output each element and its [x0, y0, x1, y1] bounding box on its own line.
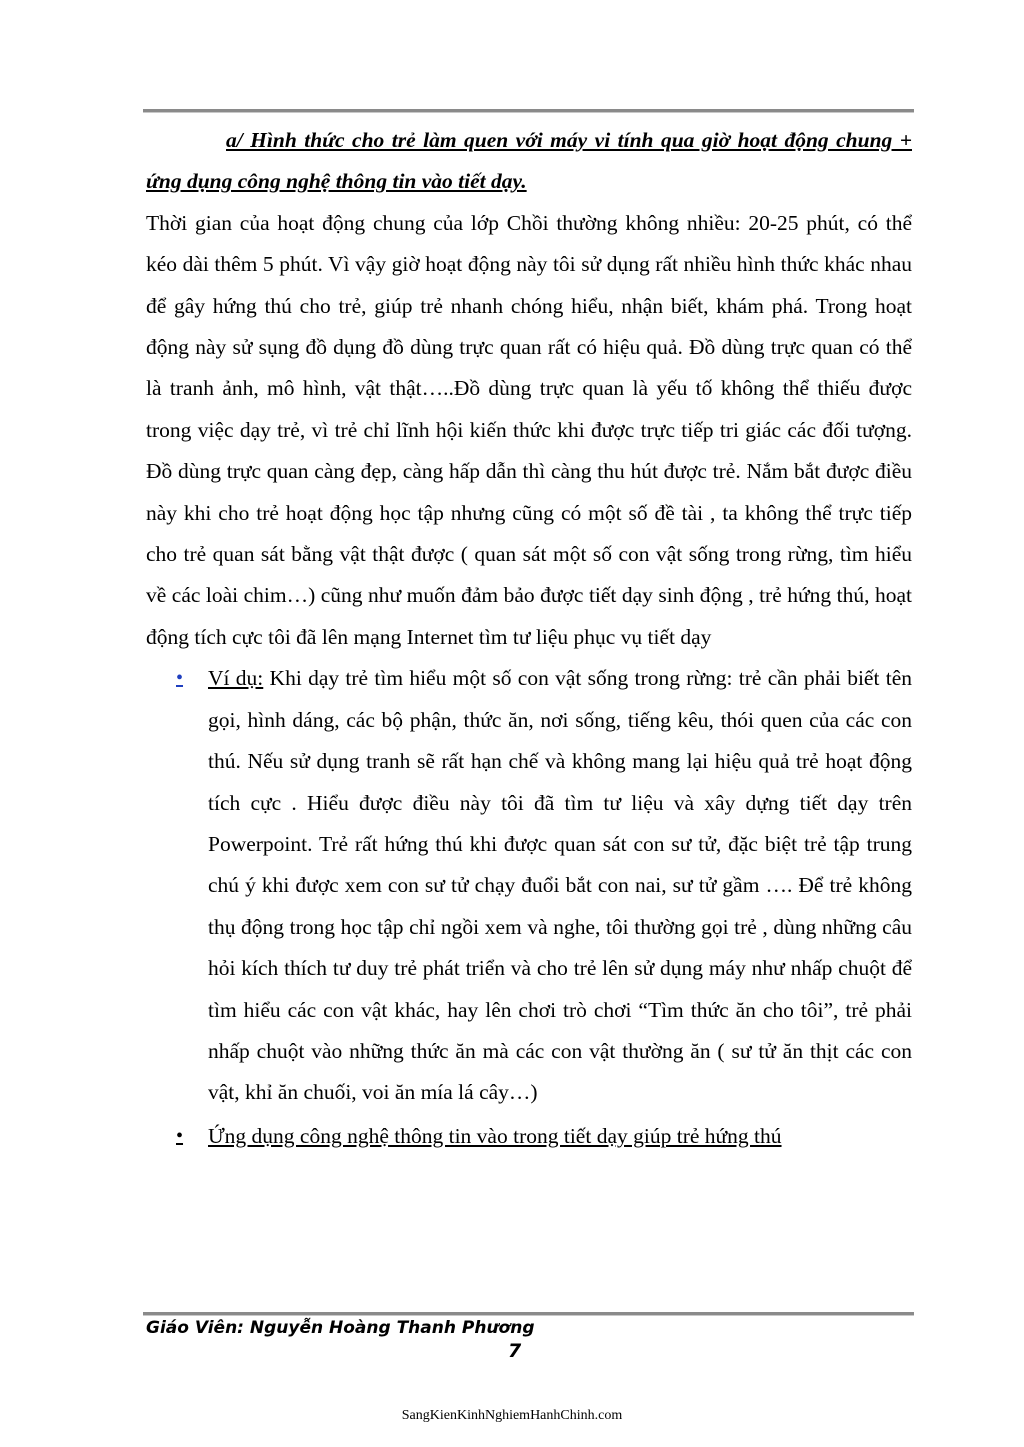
bullet-icon: • [176, 1124, 184, 1147]
page-number: 7 [508, 1340, 522, 1362]
bullet-icon: • [176, 667, 184, 690]
list-item-ict [146, 1116, 912, 1157]
footer-rule [143, 1312, 914, 1316]
page-content [146, 120, 912, 1157]
section-heading: a/ Hình thức cho trẻ làm quen với máy vi tính qua giờ hoạt động chung + ứng dụng công nghệ thông tin vào tiết dạy. [146, 128, 912, 194]
ict-bullet-text: Ứng dụng công nghệ thông tin vào trong tiết dạy giúp trẻ hứng thú [208, 1123, 782, 1148]
list-item-example [146, 658, 912, 1113]
teacher-name: Giáo Viên: Nguyễn Hoàng Thanh Phương [146, 1318, 535, 1338]
website-watermark: SangKienKinhNghiemHanhChinh.com [401, 1408, 623, 1423]
example-text: Khi dạy trẻ tìm hiểu một số con vật sống trong rừng: trẻ cần phải biết tên gọi, hình dáng, các bộ phận, thức ăn, nơi sống, tiếng kêu, thói quen của các con thú. Nếu sử dụng tranh sẽ rất hạn chế và không mang lại hiệu quả trẻ hoạt động tích cực . Hiểu được điều này tôi đã tìm tư liệu và xây dựng tiết dạy trên Powerpoint. Trẻ rất hứng thú khi được quan sát con sư tử, đặc biệt trẻ tập trung chú ý khi được xem con sư tử chạy đuổi bắt con nai, sư tử gầm …. Để trẻ không thụ động trong học tập chỉ ngồi xem và nghe, tôi thường gọi trẻ , dùng những câu hỏi kích thích tư duy trẻ phát triển và cho trẻ lên sử dụng máy như nhấp chuột để tìm hiểu các con vật khác, hay lên chơi trò chơi “Tìm thức ăn cho tôi”, trẻ phải nhấp chuột vào những thức ăn mà các con vật thường ăn ( sư tử ăn thịt các con vật, khỉ ăn chuối, voi ăn mía lá cây…) [208, 666, 912, 1105]
body-paragraph: Thời gian của hoạt động chung của lớp Chồi thường không nhiều: 20-25 phút, có thể kéo dài thêm 5 phút. Vì vậy giờ hoạt động này tôi sử dụng rất nhiều hình thức khác nhau để gây hứng thú cho trẻ, giúp trẻ nhanh chóng hiểu, nhận biết, khám phá. Trong hoạt động này sử sụng đồ dụng đồ dùng trực quan rất có hiệu quả. Đồ dùng trực quan có thể là tranh ảnh, mô hình, vật thật…..Đồ dùng trực quan là yếu tố không thể thiếu được trong việc dạy trẻ, vì trẻ chỉ lĩnh hội kiến thức khi được trực tiếp tri giác các đối tượng. Đồ dùng trực quan càng đẹp, càng hấp dẫn thì càng thu hút được trẻ. Nắm bắt được điều này khi cho trẻ hoạt động học tập nhưng cũng có một số đề tài , ta không thể trực tiếp cho trẻ quan sát bằng vật thật được ( quan sát một số con vật sống trong rừng, tìm hiểu về các loài chim…) cũng như muốn đảm bảo được tiết dạy sinh động , trẻ hứng thú, hoạt động tích cực tôi đã lên mạng Internet tìm tư liệu phục vụ tiết dạy [146, 210, 912, 649]
example-label: Ví dụ: [208, 666, 264, 691]
header-rule [143, 109, 914, 113]
